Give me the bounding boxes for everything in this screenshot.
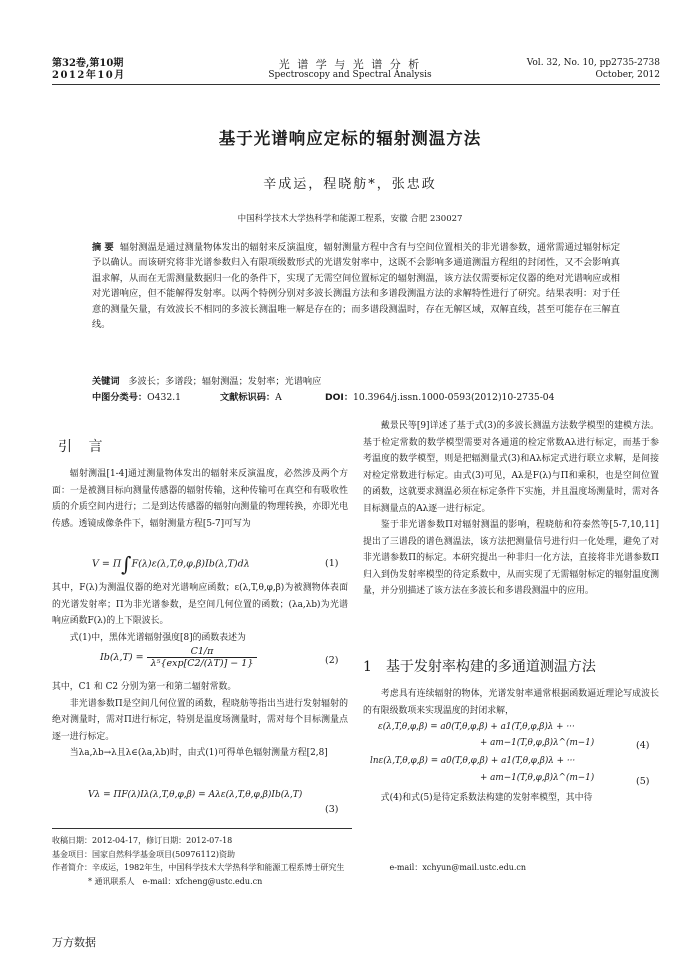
right-paragraph-2: 鉴于非光谱参数Π对辐射测温的影响，程晓舫和符泰然等[5-7,10,11]提出了三谱段的谱色测温法，该方法把测量信号进行归一化处理，避免了对非光谱参数Π的标定。本研究提出一种非归一化方法，直接将非光谱参数Π归入到伪发射率模型的待定系数中，从而实现了无需辐射标定的辐射温度测量，并分别描述了该方法在多波长和多谱段测温中的应用。 — [363, 520, 659, 596]
right-paragraph-3: 考虑具有连续辐射的物体，光谱发射率通常根据函数逼近理论写成波长的有限级数项来实现温度的封闭求解， — [363, 689, 659, 716]
abstract-label: 摘 要 — [92, 242, 114, 253]
left-column-cont — [52, 580, 348, 646]
affiliation: 中国科学技术大学热科学和能源工程系，安徽 合肥 230027 — [237, 214, 463, 224]
footnote-fund: 基金项目：国家自然科学基金项目(50976112)资助 — [52, 849, 235, 859]
footnote-author: 作者简介：辛成运，1982年生，中国科学技术大学热科学和能源工程系博士研究生 e-mail：xchyun@mail.ustc.edu.cn — [52, 863, 527, 872]
footnote-corresponding: * 通讯联系人 e-mail：xfcheng@ustc.edu.cn — [88, 876, 263, 886]
equation-2-number: (2) — [325, 655, 339, 666]
doc-label: 文献标识码： — [220, 392, 276, 403]
equation-3: Vλ = ΠF(λ)Iλ(λ,T,θ,φ,β) = Aλε(λ,T,θ,φ,β)Ib(λ,T) — [88, 790, 303, 800]
intro-paragraph-3: 式(1)中，黑体光谱辐射强度[8]的函数表述为 — [69, 632, 246, 643]
equation-1: V = Π∫F(λ)ε(λ,T,θ,φ,β)Ib(λ,T)dλ — [92, 552, 250, 576]
section-heading-intro: 引 言 — [58, 439, 109, 455]
footnotes — [52, 834, 662, 888]
equation-5-number: (5) — [636, 776, 650, 787]
equation-2-fraction: $\frac{C1/\pi}{\text{λ⁵\{exp[C2/(λT)] − 1\}}}$ — [147, 646, 258, 669]
classification-line — [92, 390, 181, 405]
doc-code: A — [275, 392, 282, 403]
equation-3-number: (3) — [325, 804, 339, 815]
doc-code-line — [220, 390, 282, 405]
doi: 10.3964/j.issn.1000-0593(2012)10-2735-04 — [353, 392, 555, 403]
section-heading-1: 1 基于发射率构建的多通道测温方法 — [363, 659, 596, 675]
clc-code: O432.1 — [147, 392, 181, 403]
right-paragraph-4: 式(4)和式(5)是待定系数法构建的发射率模型，其中待 — [380, 793, 593, 803]
keywords-line — [92, 374, 321, 389]
journal-issue-en: Vol. 32, No. 10, pp2735-2738 — [526, 58, 660, 68]
watermark: 万方数据 — [52, 936, 96, 949]
right-column-cont-2 — [363, 790, 659, 807]
equation-1-number: (1) — [325, 558, 339, 569]
abstract-text: 辐射测温是通过测量物体发出的辐射来反演温度，辐射测量方程中含有与空间位置相关的非光谱参数，通常需通过辐射标定予以确认。而该研究将非光谱参数归入有限项级数形式的光谱发射率中，这既不会影响多通道测温方程组的封闭性，又不会影响真温求解，从而在无需测量数据归一化的条件下，实现了无需空间位置标定的辐射测温，该方法仅需要标定仪器的绝对光谱响应或相对光谱响应，但不能解得发射率。以两个特例分别对多波长测温方法和多谱段测温方法的求解特性进行了研究。结果表明：对于任意的测量矢量，有效波长不相同的多波长测温唯一解是存在的；而多谱段测温时，存在无解区域，双解直线，甚至可能存在三解直线。 — [92, 242, 621, 331]
journal-name-en: Spectroscopy and Spectral Analysis — [268, 70, 432, 80]
header-rule — [52, 84, 660, 85]
doi-line — [325, 390, 555, 405]
clc-label: 中图分类号： — [92, 392, 148, 403]
author-list: 辛成运，程晓舫*，张忠政 — [263, 177, 437, 192]
doi-label: DOI： — [325, 392, 354, 403]
intro-paragraph-6: 当λa,λb→λ且λ∈(λa,λb)时，由式(1)可得单色辐射测量方程[2,8] — [69, 748, 328, 758]
left-column — [52, 466, 348, 532]
intro-paragraph-1: 辐射测温[1-4]通过测量物体发出的辐射来反演温度，必然涉及两个方面：一是被测目标向测量传感器的辐射传输，这种传输可在真空和有吸收性质的介质空间内进行；二是到达传感器的辐射向测量的物理转换，亦即光电传感。透镜成像条件下，辐射测量方程[5-7]可写为 — [52, 469, 348, 529]
keywords-label: 关键词 — [92, 376, 120, 387]
intro-paragraph-4: 其中，C1 和 C2 分别为第一和第二辐射常数。 — [52, 682, 237, 692]
author-email: e-mail：xchyun@mail.ustc.edu.cn — [389, 863, 527, 872]
footnote-rule — [52, 828, 352, 829]
journal-date: 2012年10月 — [52, 70, 126, 81]
integral-sign: ∫ — [121, 552, 132, 576]
right-column — [363, 418, 659, 600]
page-title: 基于光谱响应定标的辐射测温方法 — [218, 129, 482, 148]
equation-4-line-1: ε(λ,T,θ,φ,β) = a0(T,θ,φ,β) + a1(T,θ,φ,β)λ + ··· — [378, 722, 575, 732]
equation-5-line-1: lnε(λ,T,θ,φ,β) = a0(T,θ,φ,β) + a1(T,θ,φ,β)λ + ··· — [370, 756, 576, 766]
intro-paragraph-5: 非光谱参数Π是空间几何位置的函数，程晓舫等指出当进行发射辐射的绝对测量时，需对Π进行标定，特别是温度场测量时，需对每个目标测量点逐一进行标定。 — [52, 698, 348, 742]
equation-2: Ib(λ,T) = $\frac{C1/\pi}{\text{λ⁵\{exp[C2/(λT)] − 1\}}}$ — [100, 646, 257, 669]
equation-4-line-2: + am−1(T,θ,φ,β)λ^(m−1) — [480, 738, 595, 748]
journal-date-en: October, 2012 — [595, 70, 660, 80]
journal-volume: 第32卷,第10期 — [52, 58, 124, 69]
left-column-cont-2 — [52, 679, 348, 762]
intro-paragraph-2: 其中，F(λ)为测温仪器的绝对光谱响应函数；ε(λ,T,θ,φ,β)为被测物体表面的光谱发射率；Π为非光谱参数，是空间几何位置的函数；(λa,λb)为光谱响应函数F(λ)的上下限波长。 — [52, 583, 348, 626]
equation-4-number: (4) — [636, 740, 650, 751]
journal-name-cn: 光 谱 学 与 光 谱 分 析 — [278, 58, 422, 71]
right-paragraph-1: 戴景民等[9]详述了基于式(3)的多波长测温方法数学模型的建模方法。基于检定常数的数学模型需要对各通道的检定常数Aλ进行标定，而基于参考温度的数学模型，则是把辐测量式(3)和Aλ标定式进行联立求解，是间接对检定常数进行标定。由式(3)可见，Aλ是F(λ)与Π和乘积，也是空间位置的函数，这就要求测温必须在标定条件下实施，并且温度场测量时，需对各目标测量点的Aλ逐一进行标定。 — [363, 421, 659, 514]
right-column-cont — [363, 686, 659, 719]
keywords: 多波长；多谱段；辐射测温；发射率；光谱响应 — [128, 376, 322, 387]
abstract — [92, 240, 620, 332]
footnote-received: 收稿日期：2012-04-17，修订日期：2012-07-18 — [52, 836, 233, 845]
equation-5-line-2: + am−1(T,θ,φ,β)λ^(m−1) — [480, 773, 595, 783]
